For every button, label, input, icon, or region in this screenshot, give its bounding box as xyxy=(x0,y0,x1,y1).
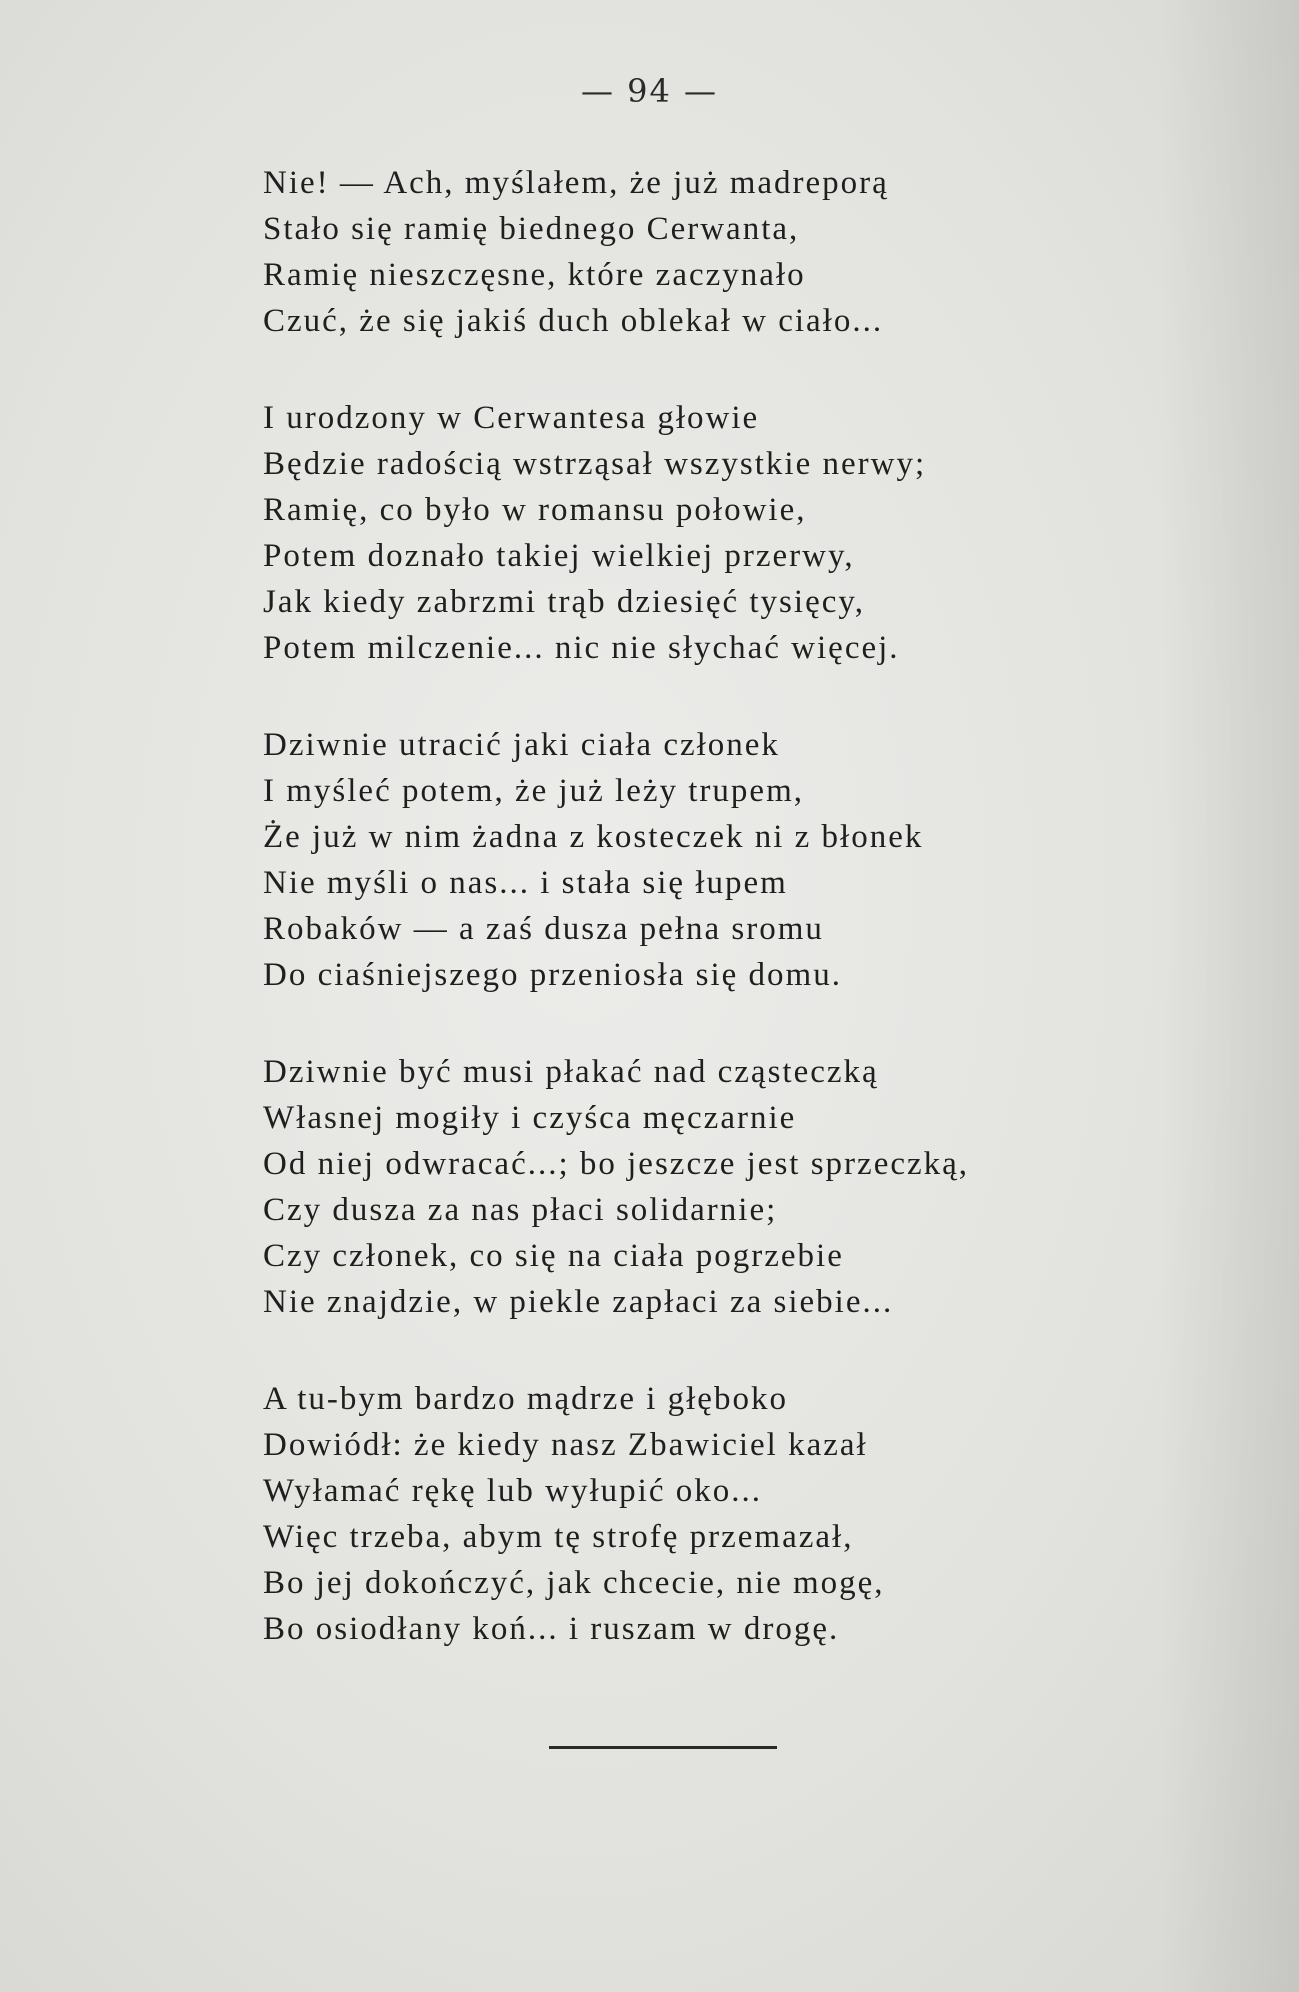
poem-line: Jak kiedy zabrzmi trąb dziesięć tysięcy, xyxy=(263,584,865,620)
poem-line: A tu-bym bardzo mądrze i głęboko xyxy=(263,1381,788,1417)
poem-line: Czy dusza za nas płaci solidarnie; xyxy=(263,1192,778,1228)
poem-line: Czy członek, co się na ciała pogrzebie xyxy=(263,1238,844,1274)
poem-line: I urodzony w Cerwantesa głowie xyxy=(263,400,760,436)
poem-line: Dowiódł: że kiedy nasz Zbawiciel kazał xyxy=(263,1427,868,1463)
poem-line: Więc trzeba, abym tę strofę przemazał, xyxy=(263,1519,854,1555)
poem-line: Nie! — Ach, myślałem, że już madreporą xyxy=(263,165,889,201)
poem-line: Wyłamać rękę lub wyłupić oko... xyxy=(263,1473,762,1509)
poem-line: Że już w nim żadna z kosteczek ni z błonek xyxy=(263,819,924,855)
poem-line: Dziwnie być musi płakać nad cząsteczką xyxy=(263,1054,879,1090)
closing-rule xyxy=(549,1746,777,1749)
poem-line: Potem doznało takiej wielkiej przerwy, xyxy=(263,538,855,574)
stanza-1 xyxy=(263,160,1163,344)
poem-line: Bo jej dokończyć, jak chcecie, nie mogę, xyxy=(263,1565,885,1601)
stanza-3 xyxy=(263,722,1163,998)
stanza-5 xyxy=(263,1376,1163,1652)
poem-line: Potem milczenie... nic nie słychać więcej. xyxy=(263,630,900,666)
poem-text xyxy=(263,160,1163,1703)
stanza-4 xyxy=(263,1049,1163,1325)
poem-line: Nie myśli o nas... i stała się łupem xyxy=(263,865,788,901)
poem-line: Czuć, że się jakiś duch oblekał w ciało... xyxy=(263,303,884,339)
poem-line: Robaków — a zaś dusza pełna sromu xyxy=(263,911,824,947)
page-number: — 94 — xyxy=(580,72,719,110)
poem-line: Do ciaśniejszego przeniosła się domu. xyxy=(263,957,842,993)
poem-line: Będzie radością wstrząsał wszystkie nerwy; xyxy=(263,446,927,482)
poem-line: Od niej odwracać...; bo jeszcze jest sprzeczką, xyxy=(263,1146,970,1182)
stanza-2 xyxy=(263,395,1163,671)
poem-line: Ramię, co było w romansu połowie, xyxy=(263,492,807,528)
poem-line: Ramię nieszczęsne, które zaczynało xyxy=(263,257,806,293)
poem-line: Dziwnie utracić jaki ciała członek xyxy=(263,727,780,763)
poem-line: I myśleć potem, że już leży trupem, xyxy=(263,773,804,809)
poem-line: Własnej mogiły i czyśca męczarnie xyxy=(263,1100,797,1136)
poem-line: Nie znajdzie, w piekle zapłaci za siebie... xyxy=(263,1284,894,1320)
poem-line: Stało się ramię biednego Cerwanta, xyxy=(263,211,800,247)
poem-line: Bo osiodłany koń... i ruszam w drogę. xyxy=(263,1611,840,1647)
